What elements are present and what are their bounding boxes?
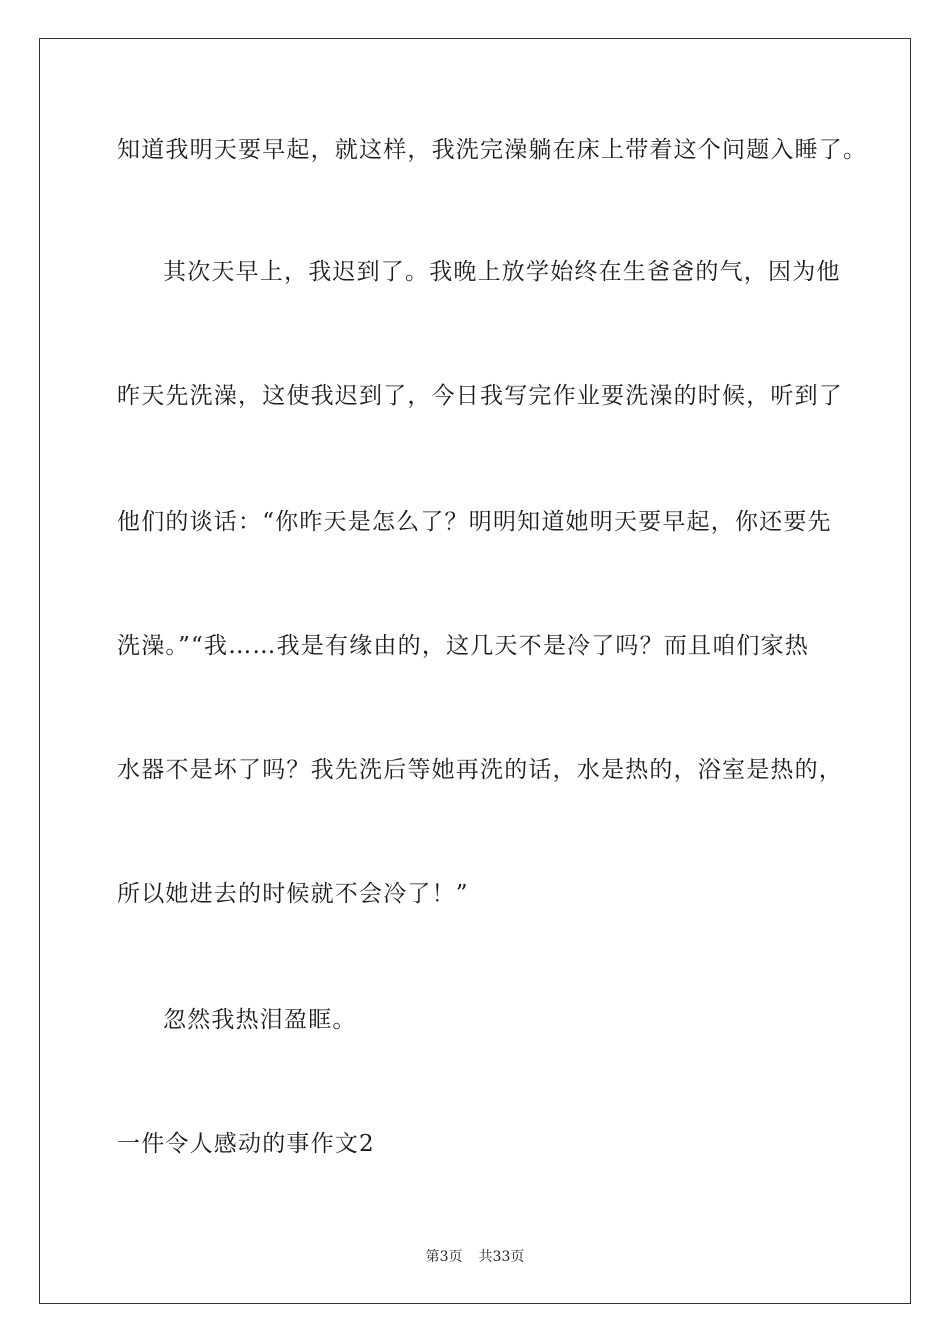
paragraph-line-1: 知道我明天要早起，就这样，我洗完澡躺在床上带着这个问题入睡了。: [117, 137, 868, 163]
paragraph-line-4: 他们的谈话：“你昨天是怎么了？明明知道她明天要早起，你还要先: [117, 509, 832, 535]
paragraph-line-5: 洗澡。”“我……我是有缘由的，这几天不是冷了吗？而且咱们家热: [117, 633, 810, 659]
paragraph-line-8: 忽然我热泪盈眶。: [163, 1007, 357, 1033]
paragraph-line-7: 所以她进去的时候就不会冷了！”: [117, 881, 469, 907]
paragraph-line-2: 其次天早上，我迟到了。我晚上放学始终在生爸爸的气，因为他: [163, 259, 841, 285]
page-border: [39, 38, 911, 1304]
section-title: 一件令人感动的事作文2: [117, 1131, 375, 1157]
page-number: 第3页: [425, 1249, 463, 1265]
paragraph-line-3: 昨天先洗澡，这使我迟到了，今日我写完作业要洗澡的时候，听到了: [117, 383, 843, 409]
paragraph-line-6: 水器不是坏了吗？我先洗后等她再洗的话，水是热的，浴室是热的，: [117, 757, 843, 783]
page-footer: [0, 1248, 950, 1266]
page-total: 共33页: [478, 1249, 525, 1265]
